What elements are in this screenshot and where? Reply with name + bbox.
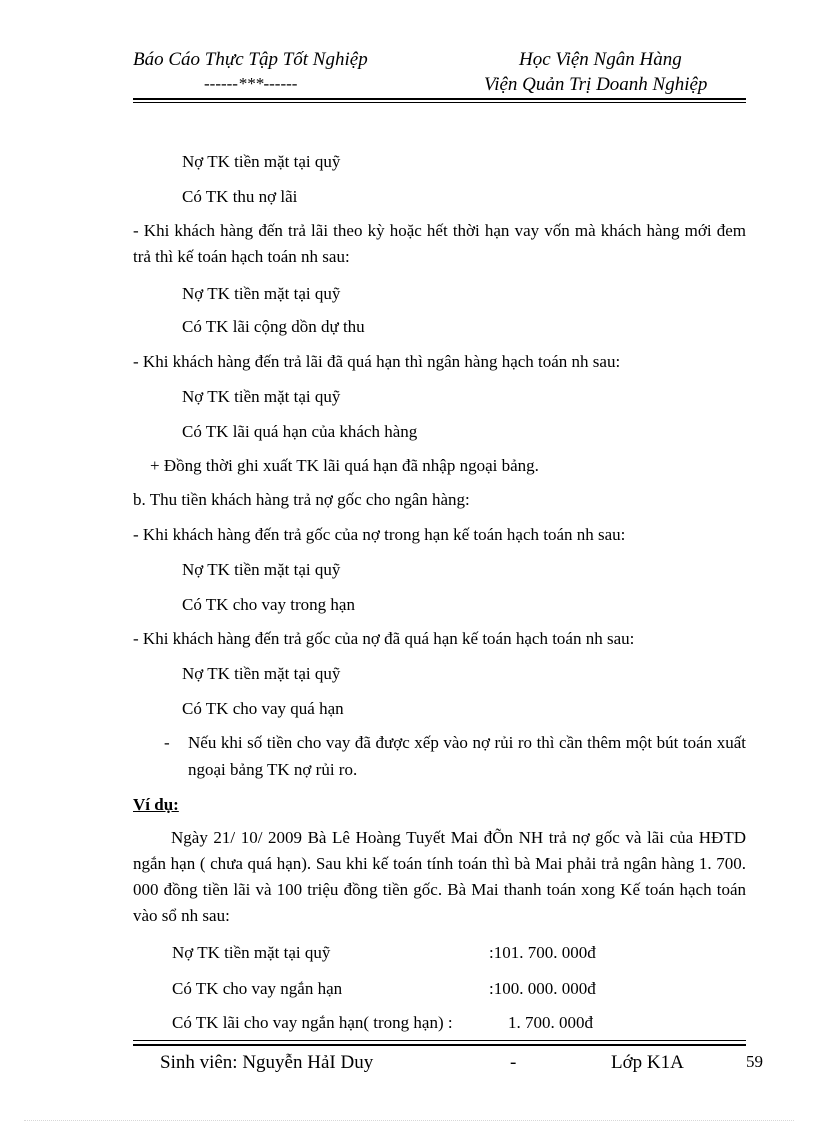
entry-credit-interest-income: Có TK thu nợ lãi [182, 187, 298, 206]
footer-rule-thick [133, 1044, 746, 1046]
header-rule-thin [133, 102, 746, 103]
example-entry-label: Có TK lãi cho vay ngắn hạn( trong hạn) : [172, 1013, 453, 1032]
entry-debit-cash: Nợ TK tiền mặt tại quỹ [182, 284, 341, 303]
header-institution: Học Viện Ngân Hàng [519, 49, 682, 70]
header-rule-thick [133, 98, 746, 100]
example-entry-amount: :100. 000. 000đ [489, 979, 596, 998]
note-off-balance: + Đồng thời ghi xuất TK lãi quá hạn đã nhập ngoại bảng. [150, 456, 539, 475]
entry-debit-cash: Nợ TK tiền mặt tại quỹ [182, 560, 341, 579]
entry-credit-loan-overdue: Có TK cho vay quá hạn [182, 699, 344, 718]
footer-separator: - [510, 1052, 517, 1073]
entry-debit-cash: Nợ TK tiền mặt tại quỹ [182, 387, 341, 406]
paragraph-principal-in-term: - Khi khách hàng đến trả gốc của nợ trong hạn kế toán hạch toán nh sau: [133, 525, 626, 544]
bullet-bad-debt-note: Nếu khi số tiền cho vay đã được xếp vào nợ rủi ro thì cần thêm một bút toán xuất ngoại bảng TK nợ rủi ro. [188, 733, 746, 779]
entry-debit-cash: Nợ TK tiền mặt tại quỹ [182, 664, 341, 683]
bullet-marker: - [164, 733, 170, 752]
example-paragraph: Ngày 21/ 10/ 2009 Bà Lê Hoàng Tuyết Mai đÕn NH trả nợ gốc và lãi của HĐTD ngắn hạn ( chưa quá hạn). Sau khi kế toán tính toán thì bà Mai phải trả ngân hàng 1. 700. 000 đồng tiền lãi và 100 triệu đồng tiền gốc. Bà Mai thanh toán xong Kế toán hạch toán vào sổ nh sau: [133, 828, 746, 925]
paragraph-periodic-interest: - Khi khách hàng đến trả lãi theo kỳ hoặc hết thời hạn vay vốn mà khách hàng mới đem trả thì kế toán hạch toán nh sau: [133, 221, 746, 266]
example-entry-amount: :101. 700. 000đ [489, 943, 596, 962]
example-heading: Ví dụ: [133, 795, 179, 814]
page-number: 59 [746, 1052, 763, 1071]
entry-debit-cash: Nợ TK tiền mặt tại quỹ [182, 152, 341, 171]
header-department: Viện Quản Trị Doanh Nghiệp [484, 74, 708, 95]
header-decoration: ------***------ [204, 74, 298, 93]
header-report-title: Báo Cáo Thực Tập Tốt Nghiệp [133, 49, 368, 70]
page-bottom-divider [24, 1120, 794, 1121]
example-entry-label: Có TK cho vay ngắn hạn [172, 979, 343, 998]
section-heading-principal: b. Thu tiền khách hàng trả nợ gốc cho ngân hàng: [133, 490, 470, 509]
paragraph-overdue-interest: - Khi khách hàng đến trả lãi đã quá hạn thì ngân hàng hạch toán nh sau: [133, 352, 621, 371]
footer-class: Lớp K1A [611, 1052, 684, 1073]
example-entry-amount: 1. 700. 000đ [508, 1013, 593, 1032]
entry-credit-loan-in-term: Có TK cho vay trong hạn [182, 595, 355, 614]
entry-credit-overdue-interest: Có TK lãi quá hạn của khách hàng [182, 422, 418, 441]
entry-credit-accrued-interest: Có TK lãi cộng dồn dự thu [182, 317, 365, 336]
example-entry-label: Nợ TK tiền mặt tại quỹ [172, 943, 331, 962]
paragraph-principal-overdue: - Khi khách hàng đến trả gốc của nợ đã quá hạn kế toán hạch toán nh sau: [133, 629, 635, 648]
footer-student-name: Sinh viên: Nguyễn HảI Duy [160, 1052, 374, 1073]
footer-rule-thin [133, 1040, 746, 1041]
